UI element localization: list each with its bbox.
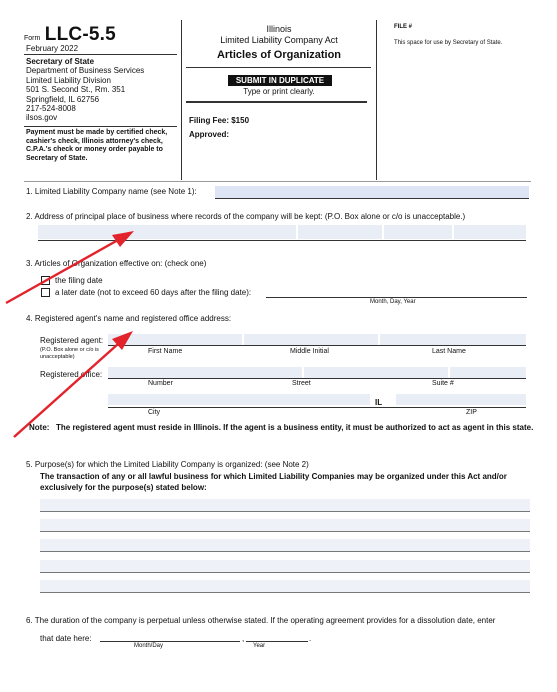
note-label: Note: xyxy=(29,423,50,432)
item-5-label: 5. Purpose(s) for which the Limited Liability Company is organized: (see Note 2) xyxy=(26,460,309,469)
filing-fee: Filing Fee: $150 xyxy=(189,116,250,125)
city-caption: City xyxy=(148,409,161,416)
agency-web: ilsos.gov xyxy=(26,113,58,123)
act-name: Limited Liability Company Act xyxy=(220,35,338,45)
form-prefix: Form xyxy=(24,35,41,42)
agency-division: Limited Liability Division xyxy=(26,75,111,85)
form-date: February 2022 xyxy=(26,44,79,53)
arrow-head xyxy=(112,231,134,247)
payment-note: Payment must be made by certified check, cashier's check, Illinois attorney's check, C.P.A.'s check or money order payable to Secretary of State. xyxy=(26,129,168,162)
agency-address1: 501 S. Second St., Rm. 351 xyxy=(26,85,126,95)
item-1-label: 1. Limited Liability Company name (see Note 1): xyxy=(26,187,197,196)
agency-dept: Department of Business Services xyxy=(26,66,145,76)
agent-note: (P.O. Box alone or c/o is unacceptable) xyxy=(40,347,99,360)
item-4-label: 4. Registered agent's name and registered office address: xyxy=(26,314,232,323)
note-text: The registered agent must reside in Illinois. If the agent is a business entity, it must be authorized to act as agent in this state. xyxy=(56,423,534,432)
arrow-to-item-2 xyxy=(6,231,134,303)
print-note: Type or print clearly. xyxy=(243,87,315,96)
agency-name: Secretary of State xyxy=(26,57,95,66)
submit-banner: SUBMIT IN DUPLICATE xyxy=(228,75,332,86)
item-2-label: 2. Address of principal place of business where records of the company will be kept: (P.O. Box alone or c/o is unacceptable.) xyxy=(26,212,466,221)
item-5-statement: The transaction of any or all lawful business for which Limited Liability Companies may be organized under this Act and/or exclusively for the purpose(s) stated below: xyxy=(40,472,507,492)
state-name: Illinois xyxy=(266,24,292,34)
number-caption: Number xyxy=(148,380,173,387)
arrow-shaft xyxy=(14,344,118,437)
date-caption: Month, Day, Year xyxy=(370,299,416,305)
approved-label: Approved: xyxy=(189,130,229,139)
suite-caption: Suite # xyxy=(432,380,454,387)
office-state: IL xyxy=(375,398,383,407)
agency-phone: 217-524-8008 xyxy=(26,104,76,114)
street-caption: Street xyxy=(292,380,311,387)
effective-filing-date-label: the filing date xyxy=(55,276,103,285)
item-3-label: 3. Articles of Organization effective on: (check one) xyxy=(26,259,207,268)
first-name-caption: First Name xyxy=(148,348,183,355)
effective-later-date-label: a later date (not to exceed 60 days after the filing date): xyxy=(55,288,252,297)
file-note: This space for use by Secretary of State. xyxy=(394,40,503,46)
form-code: LLC-5.5 xyxy=(44,24,116,45)
agency-address2: Springfield, IL 62756 xyxy=(26,94,100,104)
page-title: Articles of Organization xyxy=(216,49,342,61)
year-caption: Year xyxy=(253,643,266,649)
zip-caption: ZIP xyxy=(466,409,477,416)
arrow-to-item-4 xyxy=(14,331,133,437)
item-6-label: 6. The duration of the company is perpetual unless otherwise stated. If the operating agreement provides for a dissolution date, enter xyxy=(26,616,496,625)
file-number-label: FILE # xyxy=(394,24,413,30)
office-label: Registered office: xyxy=(40,370,103,379)
middle-initial-caption: Middle Initial xyxy=(290,348,329,355)
month-day-caption: Month/Day xyxy=(134,643,164,649)
item-6-date-label: that date here: xyxy=(40,634,92,643)
agent-label: Registered agent: xyxy=(40,336,104,345)
last-name-caption: Last Name xyxy=(432,348,466,355)
arrow-shaft xyxy=(6,240,118,303)
